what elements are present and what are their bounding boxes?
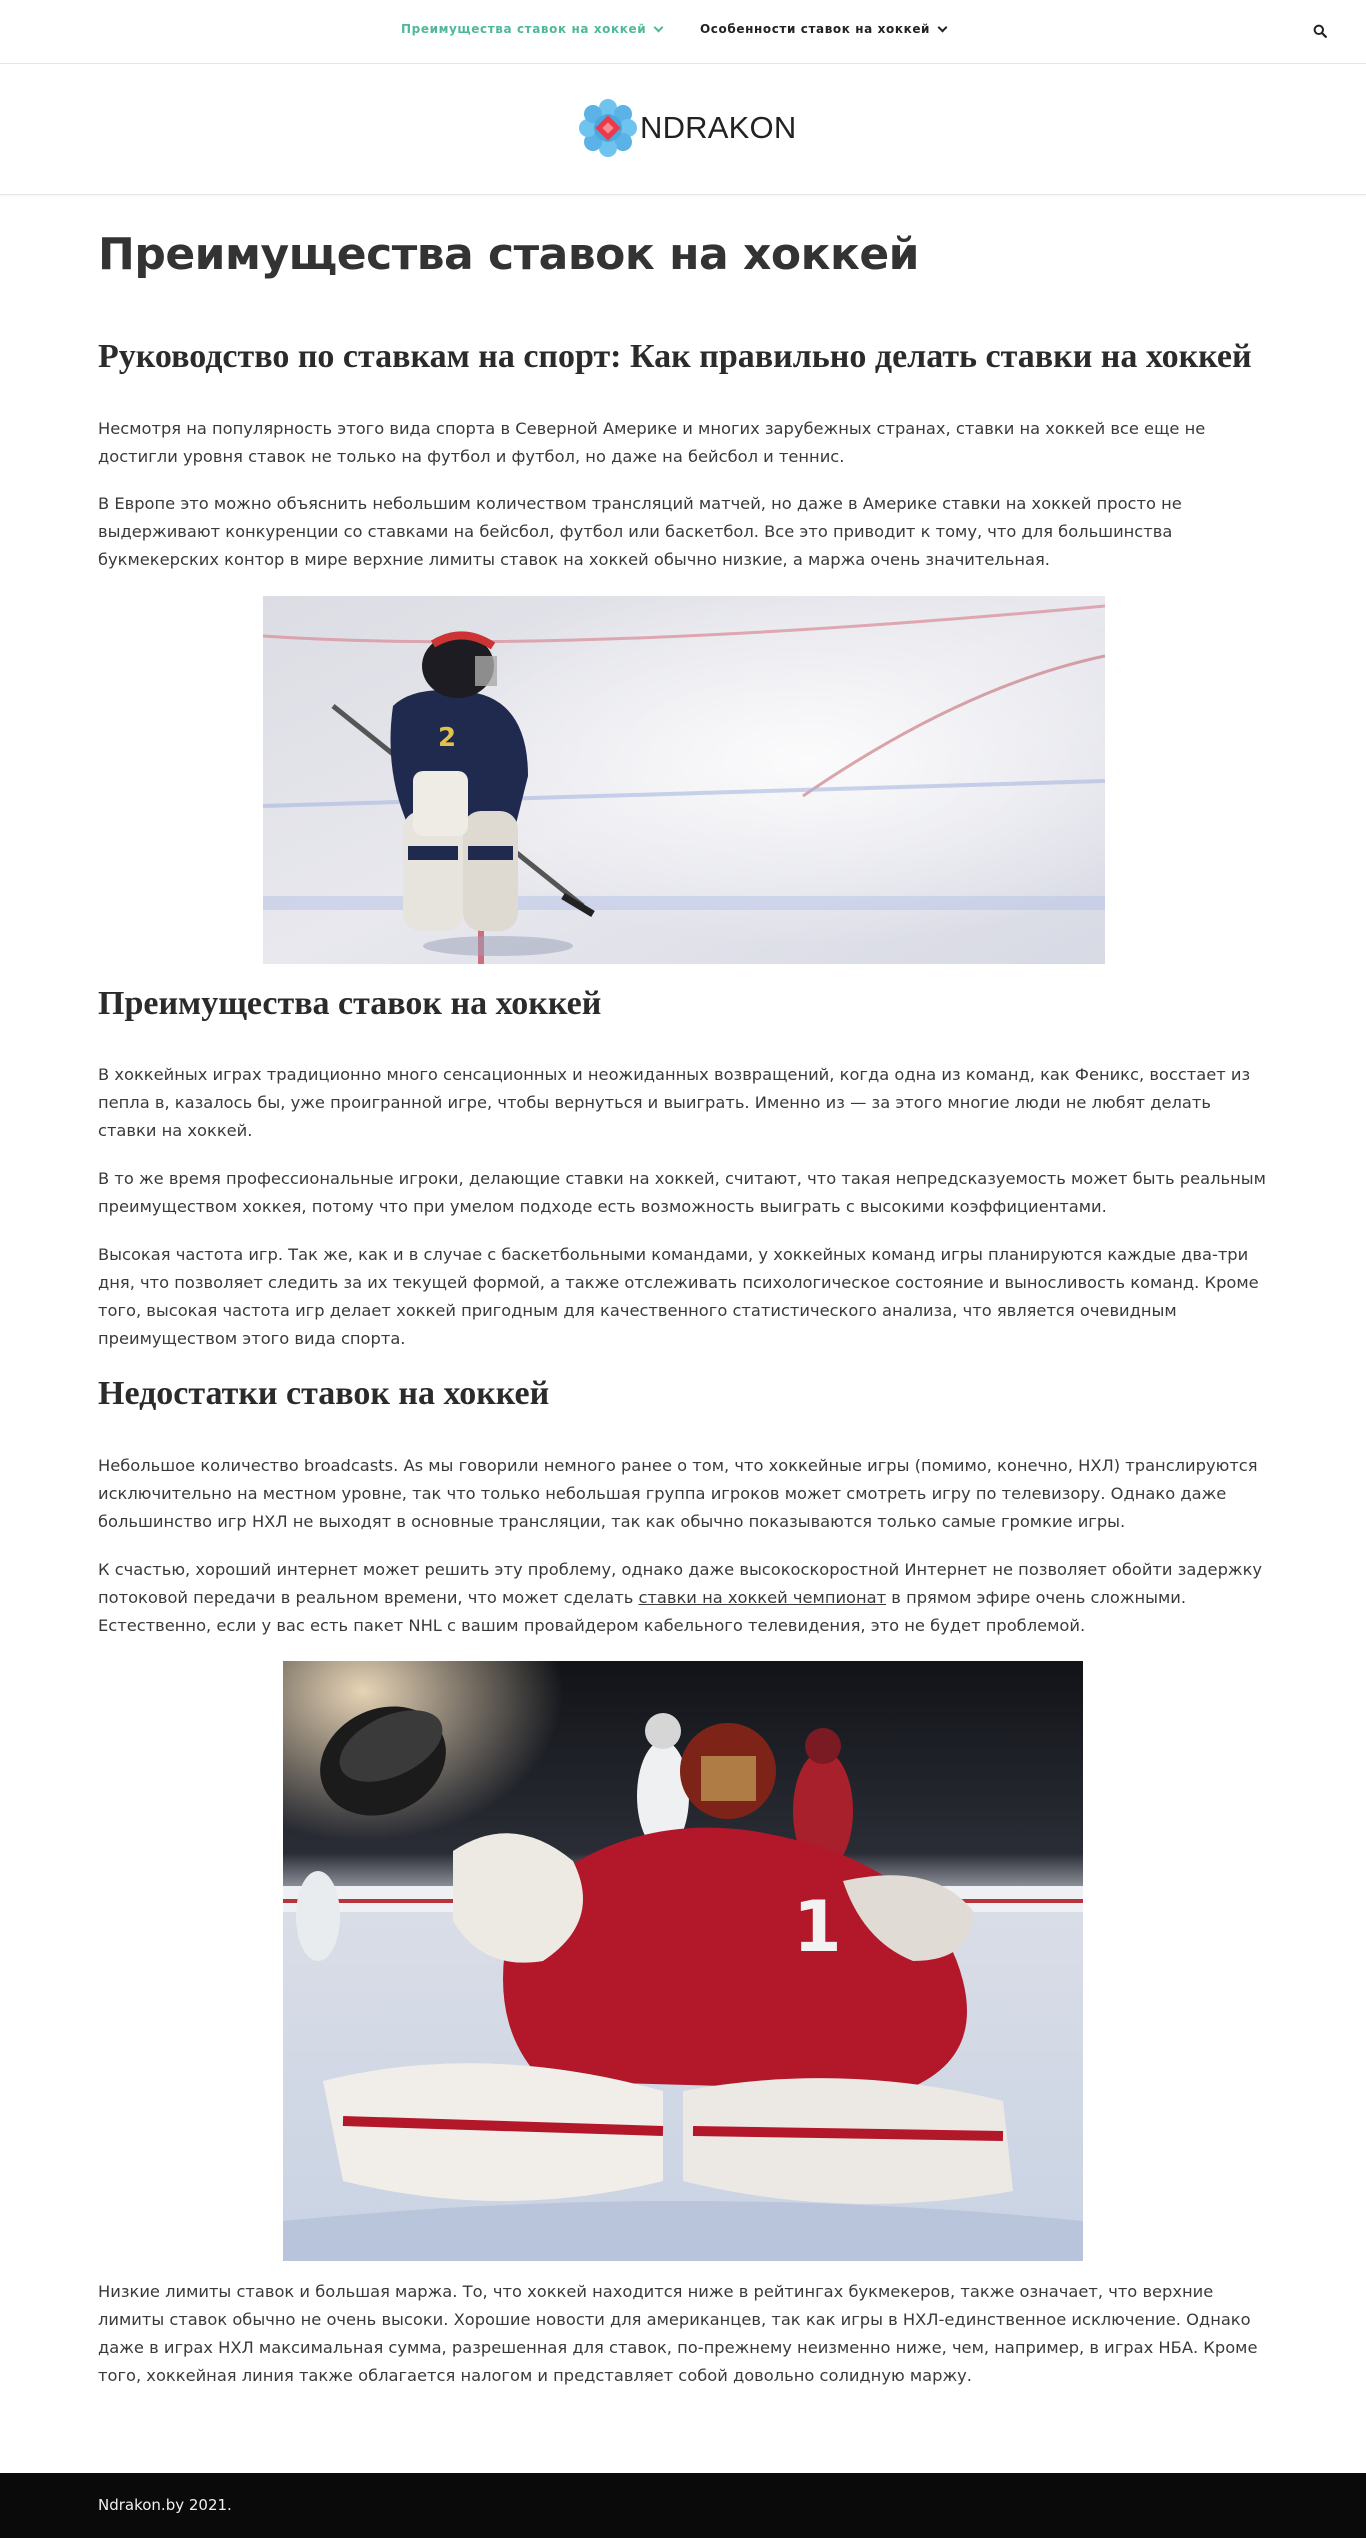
hockey-betting-link[interactable]: ставки на хоккей чемпионат (638, 1588, 887, 1607)
paragraph-with-link (98, 1556, 1268, 1640)
top-navigation (0, 0, 1366, 64)
nav-item-features[interactable] (700, 22, 946, 36)
paragraph: Несмотря на популярность этого вида спорта в Северной Америке и многих зарубежных странах, ставки на хоккей все еще не достигли уровня ставок не только на футбол и футбол, но даже на бейсбол и теннис. (98, 419, 1206, 466)
paragraph: В то же время профессиональные игроки, делающие ставки на хоккей, считают, что такая непредсказуемость может быть реальным преимуществом хоккея, потому что при умелом подходе есть возможность выиграть с высокими коэффициентами. (98, 1169, 1266, 1216)
paragraph: В Европе это можно объяснить небольшим количеством трансляций матчей, но даже в Америке ставки на хоккей просто не выдерживают конкуренции со ставками на бейсбол, футбол или баскетбол. Все это приводит к тому, что для большинства букмекерских контор в мире верхние лимиты ставок на хоккей обычно низкие, а маржа очень значительная. (98, 494, 1182, 569)
site-header (0, 64, 1366, 195)
site-logo[interactable] (576, 94, 796, 162)
logo-icon (576, 96, 640, 160)
footer-copyright: Ndrakon.by 2021. (98, 2496, 232, 2514)
paragraph: Высокая частота игр. Так же, как и в случае с баскетбольными командами, у хоккейных команд игры планируются каждые два-три дня, что позволяет следить за их текущей формой, а также отслеживать психологическое состояние и выносливость команд. Кроме того, высокая частота игр делает хоккей пригодным для качественного статистического анализа, что является очевидным преимуществом этого вида спорта. (98, 1245, 1259, 1348)
nav-item-advantages[interactable] (401, 22, 662, 36)
svg-text:1: 1 (793, 1886, 842, 1968)
hockey-save-image (283, 1661, 1083, 2261)
page-title: Преимущества ставок на хоккей (98, 229, 920, 280)
paragraph: Небольшое количество broadcasts. As мы говорили немного ранее о том, что хоккейные игры (помимо, конечно, НХЛ) транслируются исключительно на местном уровне, так что только небольшая группа игроков может смотреть игру по телевизору. Однако даже большинство игр НХЛ не выходят в основные трансляции, так как обычно показываются только самые громкие игры. (98, 1456, 1258, 1531)
section-heading-disadvantages: Недостатки ставок на хоккей (98, 1375, 550, 1412)
search-icon[interactable] (1313, 24, 1327, 38)
chevron-down-icon (938, 22, 948, 32)
nav-item-label: Особенности ставок на хоккей (700, 22, 931, 36)
chevron-down-icon (654, 22, 664, 32)
paragraph-text: К счастью, хороший интернет может решить эту проблему, однако даже высокоскоростной Интернет не позволяет обойти задержку потоковой передачи в реальном времени, что может сделать (98, 1560, 1263, 1607)
svg-text:2: 2 (438, 723, 457, 753)
section-heading-advantages: Преимущества ставок на хоккей (98, 985, 602, 1022)
nav-item-label: Преимущества ставок на хоккей (401, 22, 647, 36)
paragraph: В хоккейных играх традиционно много сенсационных и неожиданных возвращений, когда одна из команд, как Феникс, восстает из пепла в, казалось бы, уже проигранной игре, чтобы вернуться и выиграть. Именно из — за этого многие люди не любят делать ставки на хоккей. (98, 1065, 1251, 1140)
site-footer (0, 2473, 1366, 2538)
hockey-goalie-image (263, 596, 1105, 964)
paragraph: Низкие лимиты ставок и большая маржа. То, что хоккей находится ниже в рейтингах букмекеров, также означает, что верхние лимиты ставок обычно не очень высоки. Хорошие новости для американцев, так как игры в НХЛ-единственное исключение. Однако даже в играх НХЛ максимальная сумма, разрешенная для ставок, по-прежнему неизменно ниже, чем, например, в играх НБА. Кроме того, хоккейная линия также облагается налогом и представляет собой довольно солидную маржу. (98, 2282, 1258, 2385)
logo-text: NDRAKON (640, 110, 797, 145)
section-heading-guide: Руководство по ставкам на спорт: Как правильно делать ставки на хоккей (98, 338, 1252, 375)
paragraph-text: в прямом эфире очень сложными. Естественно, если у вас есть пакет NHL с вашим провайдером кабельного телевидения, это не будет проблемой. (98, 1588, 1187, 1635)
